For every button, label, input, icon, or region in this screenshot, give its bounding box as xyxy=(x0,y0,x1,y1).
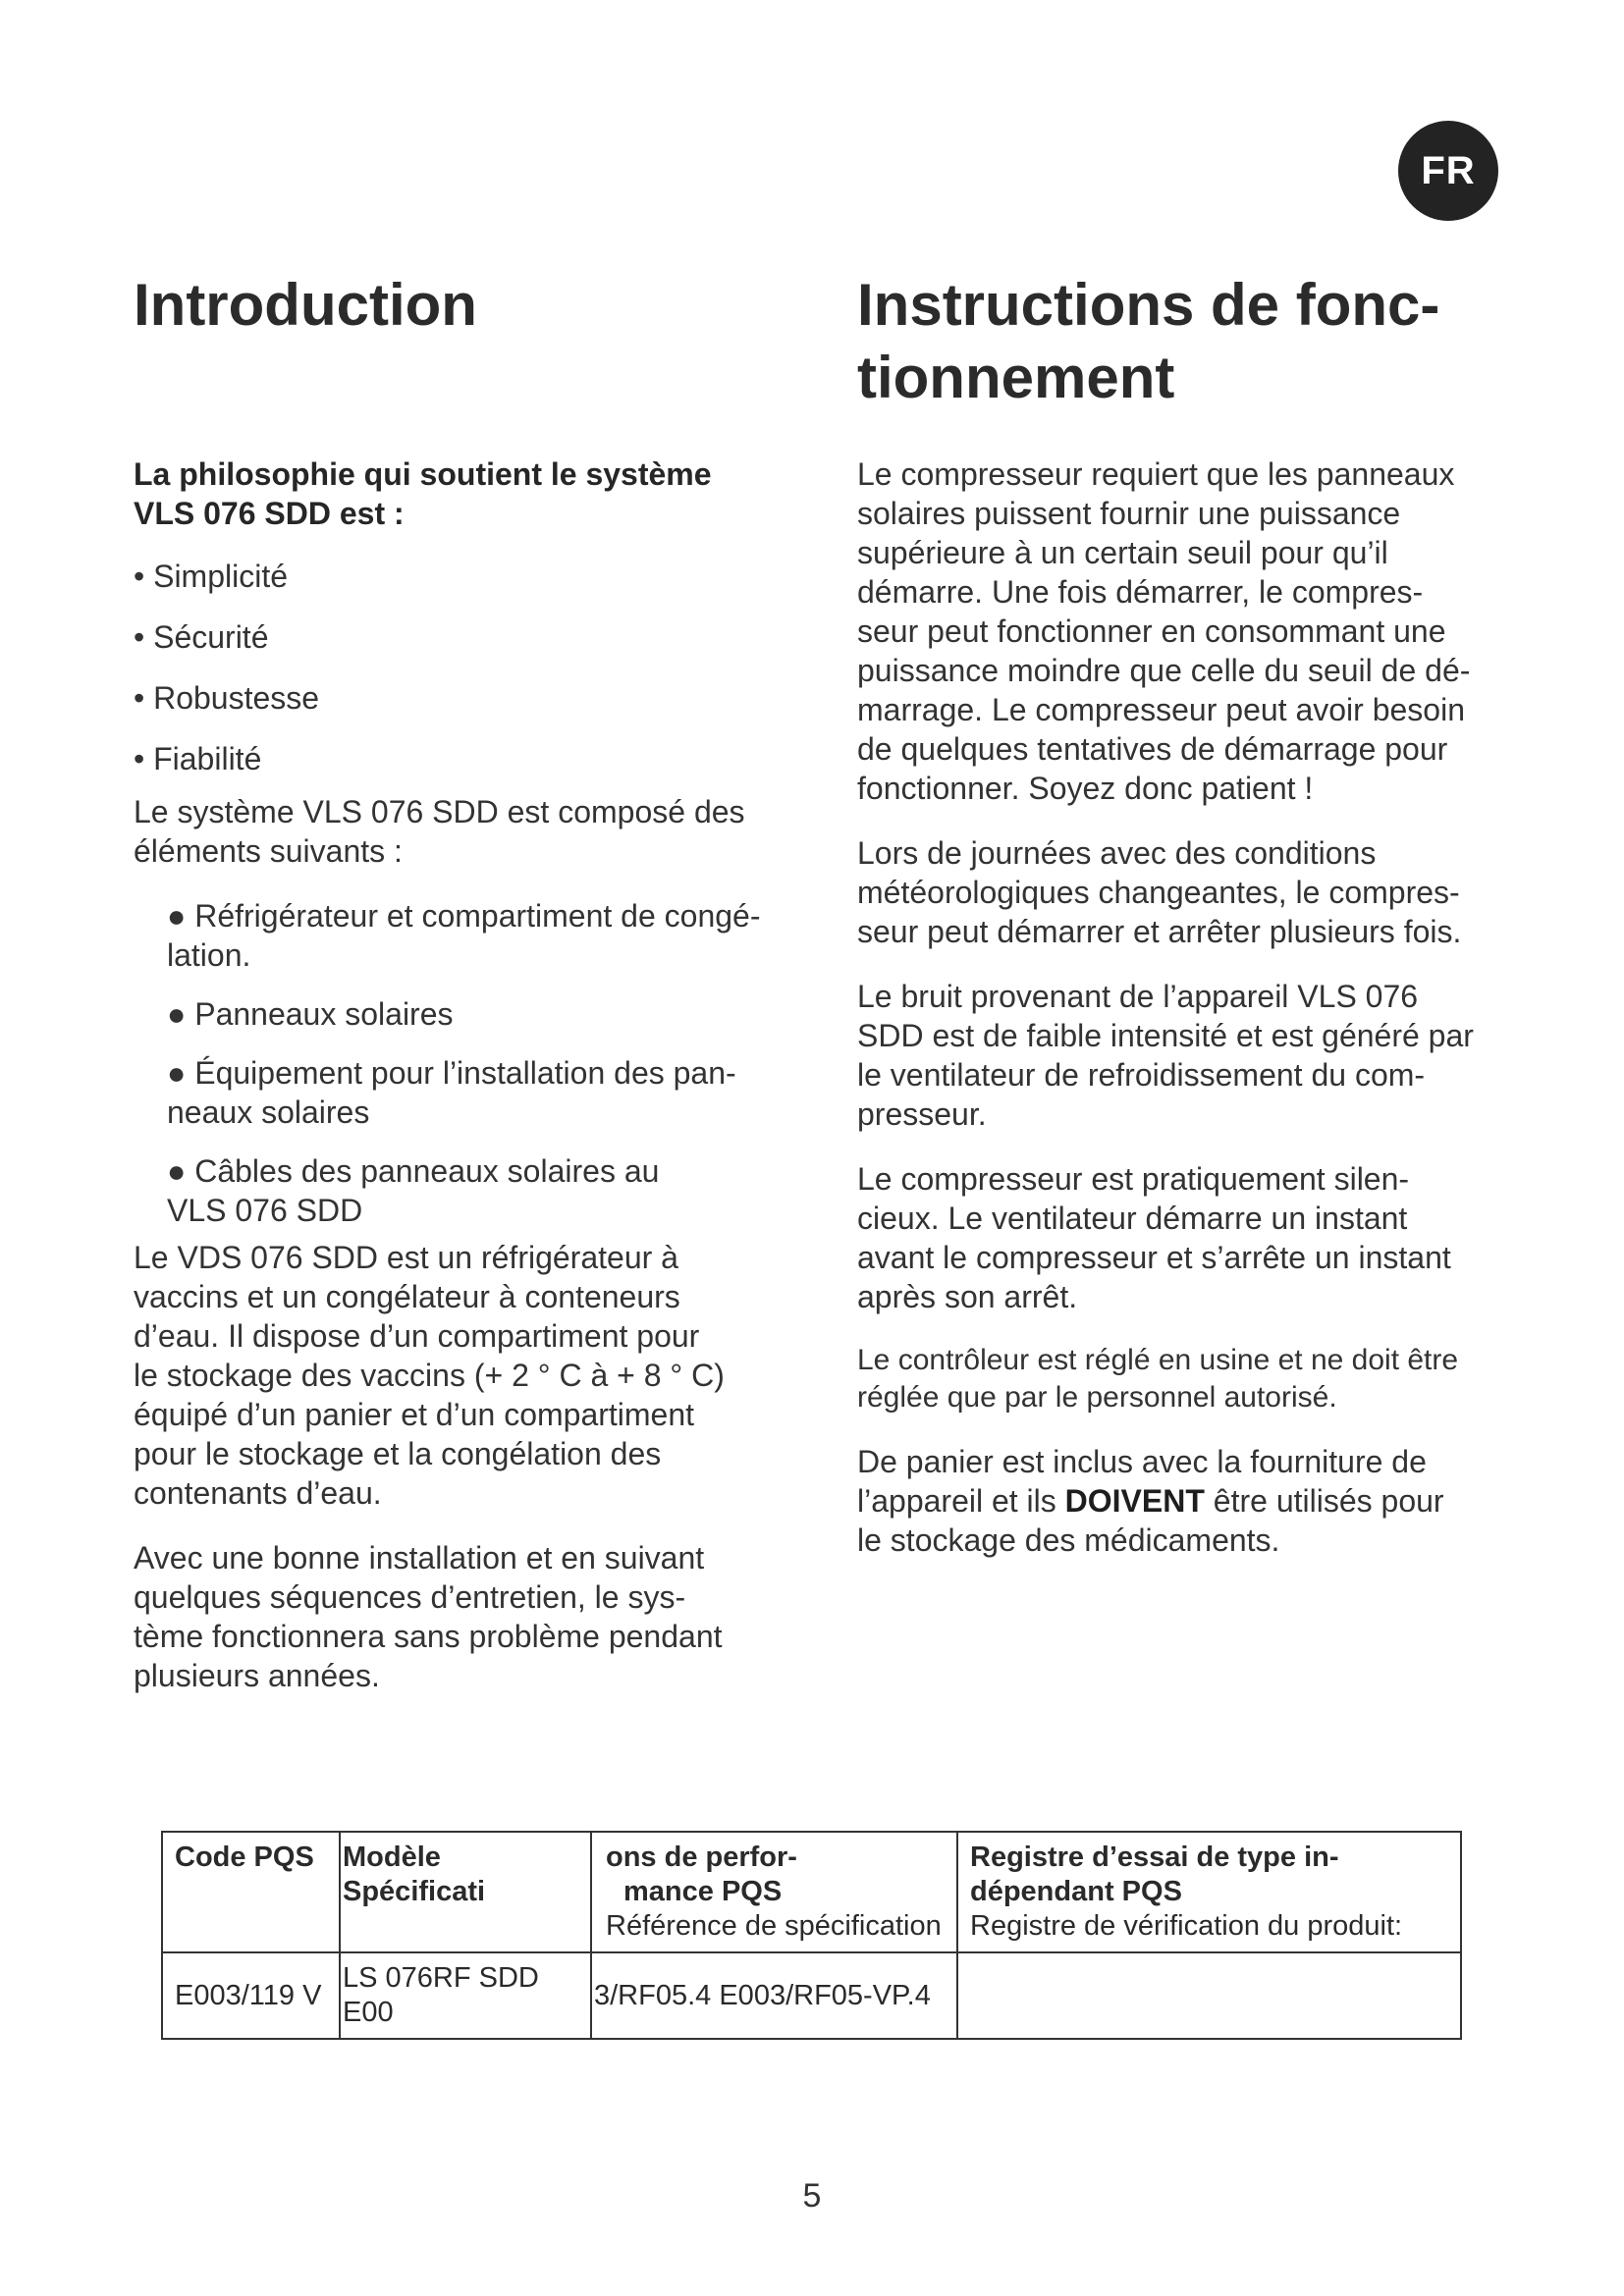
basket-line: le stockage des médicaments. xyxy=(857,1522,1280,1558)
controller-line: réglée que par le personnel autorisé. xyxy=(857,1381,1337,1414)
header-model: Modèle Spécificati xyxy=(340,1832,591,1952)
philosophy-line-1: La philosophie qui soutient le système xyxy=(134,456,712,492)
startup-line: puissance moindre que celle du seuil de dé- xyxy=(857,653,1471,688)
component-line: neaux solaires xyxy=(167,1095,370,1130)
vds-line: équipé d’un panier et d’un compartiment xyxy=(134,1397,695,1432)
component-item xyxy=(134,896,801,975)
language-badge: FR xyxy=(1398,121,1498,221)
component-item xyxy=(134,1151,801,1230)
table-row xyxy=(162,1952,1461,2039)
composition-intro xyxy=(134,792,801,871)
installation-line: Avec une bonne installation et en suivant xyxy=(134,1540,705,1575)
vds-line: pour le stockage et la congélation des xyxy=(134,1436,662,1471)
startup-line: Le compresseur requiert que les panneaux xyxy=(857,456,1455,492)
component-line: ● Équipement pour l’installation des pan- xyxy=(167,1055,736,1091)
installation-line: tème fonctionnera sans problème pendant xyxy=(134,1619,723,1654)
silence-line: cieux. Le ventilateur démarre un instant xyxy=(857,1201,1408,1236)
principle-item: • Fiabilité xyxy=(134,741,262,776)
composition-line-2: éléments suivants : xyxy=(134,833,403,869)
table-header-row xyxy=(162,1832,1461,1952)
instructions-title-line-1: Instructions de fonc- xyxy=(857,272,1440,338)
cell-spec: 3/RF05.4 E003/RF05-VP.4 xyxy=(591,1952,957,2039)
header-spec-line: ons de perfor- xyxy=(606,1842,797,1873)
silence-line: Le compresseur est pratiquement silen- xyxy=(857,1161,1410,1197)
installation-paragraph xyxy=(134,1538,801,1695)
silence-line: avant le compresseur et s’arrête un instant xyxy=(857,1240,1451,1275)
component-item xyxy=(134,994,801,1034)
component-line: lation. xyxy=(167,937,251,973)
instructions-column xyxy=(857,454,1525,1560)
weather-paragraph xyxy=(857,833,1525,951)
weather-line: Lors de journées avec des conditions xyxy=(857,835,1377,871)
startup-line: fonctionner. Soyez donc patient ! xyxy=(857,771,1314,806)
startup-line: solaires puissent fournir une puissance xyxy=(857,496,1401,531)
noise-paragraph xyxy=(857,977,1525,1134)
introduction-column xyxy=(134,454,801,1695)
instructions-title xyxy=(857,269,1544,414)
principle-item: • Sécurité xyxy=(134,619,269,655)
vds-line: le stockage des vaccins (+ 2 ° C à + 8 ° C) xyxy=(134,1358,725,1393)
component-line: VLS 076 SDD xyxy=(167,1193,363,1228)
basket-line-pre: l’appareil et ils xyxy=(857,1483,1065,1519)
noise-line: presseur. xyxy=(857,1096,987,1132)
installation-line: quelques séquences d’entretien, le sys- xyxy=(134,1579,686,1615)
component-item xyxy=(134,1053,801,1132)
startup-line: seur peut fonctionner en consommant une xyxy=(857,614,1446,649)
header-spec-line: mance PQS xyxy=(623,1876,783,1907)
component-line: ● Réfrigérateur et compartiment de congé- xyxy=(167,898,761,934)
vds-line: vaccins et un congélateur à conteneurs xyxy=(134,1279,680,1314)
header-register-verification: Registre de vérification du produit: xyxy=(970,1910,1403,1942)
startup-line: démarre. Une fois démarrer, le compres- xyxy=(857,574,1424,610)
startup-line: supérieure à un certain seuil pour qu’il xyxy=(857,535,1388,570)
silence-paragraph xyxy=(857,1159,1525,1316)
component-line: ● Câbles des panneaux solaires au xyxy=(167,1153,660,1189)
controller-line: Le contrôleur est réglé en usine et ne doit être xyxy=(857,1344,1459,1376)
basket-paragraph xyxy=(857,1442,1525,1560)
header-code-pqs: Code PQS xyxy=(162,1832,340,1952)
vds-line: Le VDS 076 SDD est un réfrigérateur à xyxy=(134,1240,678,1275)
startup-paragraph xyxy=(857,454,1525,808)
startup-line: marrage. Le compresseur peut avoir besoin xyxy=(857,692,1465,727)
pqs-table xyxy=(161,1831,1462,2040)
weather-line: météorologiques changeantes, le compres- xyxy=(857,875,1460,910)
weather-line: seur peut démarrer et arrêter plusieurs fois. xyxy=(857,914,1462,949)
header-spec-ref: Référence de spécification xyxy=(606,1910,942,1942)
vds-line: contenants d’eau. xyxy=(134,1475,382,1511)
noise-line: le ventilateur de refroidissement du com- xyxy=(857,1057,1426,1093)
cell-code: E003/119 V xyxy=(162,1952,340,2039)
philosophy-line-2: VLS 076 SDD est : xyxy=(134,496,405,531)
vds-description xyxy=(134,1238,801,1513)
noise-line: Le bruit provenant de l’appareil VLS 076 xyxy=(857,979,1419,1014)
basket-line-post: être utilisés pour xyxy=(1204,1483,1444,1519)
vds-line: d’eau. Il dispose d’un compartiment pour xyxy=(134,1318,700,1354)
controller-paragraph xyxy=(857,1342,1525,1416)
principle-item: • Simplicité xyxy=(134,559,289,594)
basket-line: De panier est inclus avec la fourniture de xyxy=(857,1444,1427,1479)
noise-line: SDD est de faible intensité et est généré par xyxy=(857,1018,1474,1053)
installation-line: plusieurs années. xyxy=(134,1658,380,1693)
header-register-line: dépendant PQS xyxy=(970,1876,1182,1907)
startup-line: de quelques tentatives de démarrage pour xyxy=(857,731,1448,767)
silence-line: après son arrêt. xyxy=(857,1279,1078,1314)
introduction-title: Introduction xyxy=(134,272,477,338)
principle-item: • Robustesse xyxy=(134,680,320,716)
cell-register xyxy=(957,1952,1461,2039)
header-register xyxy=(957,1832,1461,1952)
instructions-title-line-2: tionnement xyxy=(857,345,1175,410)
cell-model: LS 076RF SDD E00 xyxy=(340,1952,591,2039)
header-register-line: Registre d’essai de type in- xyxy=(970,1842,1339,1873)
header-spec xyxy=(591,1832,957,1952)
component-line: ● Panneaux solaires xyxy=(167,996,454,1032)
doivent-emphasis: DOIVENT xyxy=(1064,1483,1205,1519)
page-number: 5 xyxy=(802,2177,822,2215)
composition-line-1: Le système VLS 076 SDD est composé des xyxy=(134,794,745,829)
philosophy-intro xyxy=(134,454,801,533)
